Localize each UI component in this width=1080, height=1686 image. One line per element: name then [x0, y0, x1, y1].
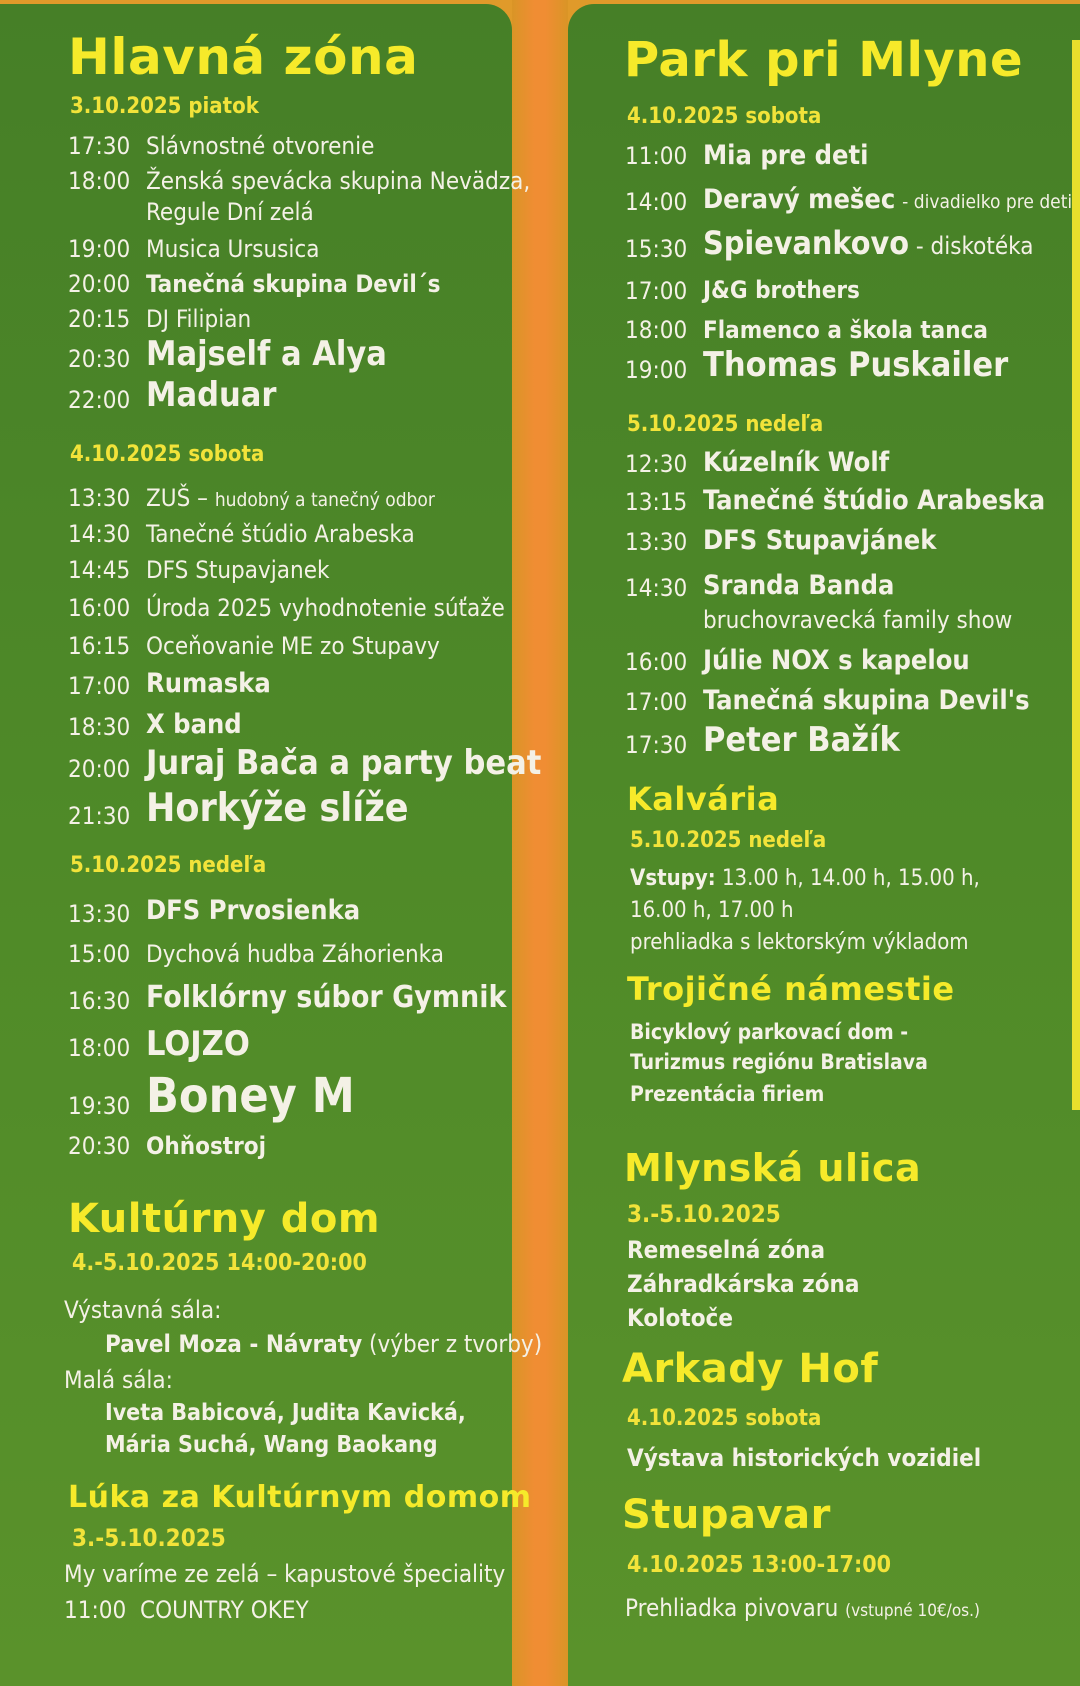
event-time: 13:30 — [68, 484, 131, 512]
event-title: Sranda Banda — [703, 570, 895, 601]
event-time: 15:30 — [625, 235, 688, 263]
event-title: Tanečné štúdio Arabeska — [703, 485, 1046, 516]
event-time: 14:30 — [68, 520, 131, 548]
event-title: Maduar — [146, 375, 277, 415]
trojicne-title: Trojičné námestie — [627, 970, 955, 1008]
event-time: 18:00 — [625, 316, 688, 344]
event-title: Oceňovanie ME zo Stupavy — [146, 632, 440, 660]
park-title: Park pri Mlyne — [624, 32, 1024, 88]
kalvaria-title: Kalvária — [627, 780, 780, 818]
hall-label: Malá sála: — [64, 1366, 173, 1394]
event-title: Ohňostroj — [146, 1132, 266, 1160]
event-title: Tanečné štúdio Arabeska — [146, 520, 415, 548]
event-time: 16:00 — [68, 594, 131, 622]
event-title: DFS Prvosienka — [146, 895, 361, 926]
event-time: 18:00 — [68, 1034, 131, 1062]
trojicne-line: Prezentácia firiem — [630, 1082, 825, 1106]
event-title: Tanečná skupina Devil´s — [146, 270, 441, 298]
stupavar-text: Prehliadka pivovaru — [625, 1594, 839, 1622]
event-time: 20:00 — [68, 755, 131, 783]
event-title: DFS Stupavjánek — [703, 525, 937, 556]
event-title: X band — [146, 709, 242, 740]
kalvaria-note: prehliadka s lektorským výkladom — [630, 930, 969, 955]
event-time: 22:00 — [68, 386, 131, 414]
event-title: DJ Filipian — [146, 305, 252, 333]
exhibition-artist: Pavel Moza - Návraty — [105, 1330, 363, 1358]
event-time: 16:15 — [68, 632, 131, 660]
hall-label: Výstavná sála: — [64, 1296, 222, 1324]
event-title-main: Spievankovo — [703, 224, 910, 262]
event-title: Juraj Bača a party beat — [146, 743, 542, 783]
event-title-main: Deravý mešec — [703, 184, 896, 215]
trojicne-line: Turizmus regiónu Bratislava — [630, 1050, 928, 1074]
event-time: 16:00 — [625, 648, 688, 676]
arkady-line: Výstava historických vozidiel — [627, 1444, 982, 1472]
event-title: Horkýže slíže — [146, 786, 409, 831]
event-time: 12:30 — [625, 450, 688, 478]
event-title: DFS Stupavjanek — [146, 556, 330, 584]
event-title — [703, 224, 1033, 262]
day-date: 5.10.2025 nedeľa — [627, 412, 824, 437]
stupavar-line — [625, 1594, 980, 1622]
event-note: - divadielko pre deti — [902, 191, 1073, 213]
mlynska-line: Remeselná zóna — [627, 1236, 826, 1264]
trojicne-line: Bicyklový parkovací dom - — [630, 1020, 909, 1044]
stupavar-date: 4.10.2025 13:00-17:00 — [627, 1552, 892, 1578]
exhibitors-line: Iveta Babicová, Judita Kavická, — [105, 1400, 466, 1426]
day-date: 5.10.2025 nedeľa — [70, 853, 267, 878]
main-zone-title: Hlavná zóna — [68, 28, 419, 86]
kalvaria-times-line2: 16.00 h, 17.00 h — [630, 898, 794, 923]
event-time: 14:00 — [625, 188, 688, 216]
event-title-main: ZUŠ – — [146, 484, 208, 512]
mlynska-line: Kolotoče — [627, 1304, 733, 1332]
event-time: 15:00 — [68, 940, 131, 968]
event-time: 13:30 — [68, 900, 131, 928]
event-title: Peter Bažík — [703, 720, 900, 760]
event-title-line2: Regule Dní zelá — [146, 198, 314, 226]
event-time: 16:30 — [68, 987, 131, 1015]
event-time: 13:30 — [625, 528, 688, 556]
event-note: hudobný a tanečný odbor — [214, 489, 435, 511]
event-time: 21:30 — [68, 802, 131, 830]
event-title — [146, 484, 435, 512]
event-title: Majself a Alya — [146, 334, 387, 374]
event-title: Úroda 2025 vyhodnotenie súťaže — [146, 594, 505, 622]
event-title: Slávnostné otvorenie — [146, 132, 375, 160]
mlynska-title: Mlynská ulica — [624, 1146, 922, 1190]
entries-times: 13.00 h, 14.00 h, 15.00 h, — [721, 866, 980, 891]
event-time: 19:00 — [625, 356, 688, 384]
day-date: 4.10.2025 sobota — [70, 442, 265, 467]
event-title: Ženská spevácka skupina Nevädza, — [146, 167, 531, 195]
exhibitors-line: Mária Suchá, Wang Baokang — [105, 1432, 438, 1458]
event-time: 20:30 — [68, 345, 131, 373]
event-title: Folklórny súbor Gymnik — [146, 980, 507, 1015]
event-title: Dychová hudba Záhorienka — [146, 940, 444, 968]
arkady-date: 4.10.2025 sobota — [627, 1406, 822, 1431]
event-time: 20:30 — [68, 1132, 131, 1160]
arkady-title: Arkady Hof — [622, 1346, 879, 1392]
event-time: 17:00 — [68, 672, 131, 700]
event-title: LOJZO — [146, 1024, 250, 1064]
event-time: 18:00 — [68, 167, 131, 195]
event-time: 20:15 — [68, 305, 131, 333]
day-date: 4.10.2025 sobota — [627, 104, 822, 129]
event-title: J&G brothers — [703, 276, 860, 304]
event-title — [703, 184, 1072, 215]
yellow-edge-accent — [1072, 40, 1080, 1110]
event-time: 14:45 — [68, 556, 131, 584]
event-title: Flamenco a škola tanca — [703, 316, 988, 344]
event-time: 20:00 — [68, 270, 131, 298]
mlynska-date: 3.-5.10.2025 — [627, 1200, 781, 1228]
event-title: Mia pre deti — [703, 140, 869, 171]
orange-divider — [512, 0, 568, 1686]
event-time: 17:00 — [625, 688, 688, 716]
entries-label: Vstupy: — [630, 866, 716, 891]
event-time: 13:15 — [625, 488, 688, 516]
day-date: 3.10.2025 piatok — [70, 94, 259, 119]
exhibition — [105, 1330, 542, 1358]
luka-date: 3.-5.10.2025 — [72, 1524, 226, 1552]
event-title: Boney M — [146, 1068, 355, 1124]
luka-line: My varíme ze zelá – kapustové špeciality — [64, 1560, 506, 1588]
event-title: Thomas Puskailer — [703, 345, 1009, 385]
stupavar-note: (vstupné 10€/os.) — [845, 1601, 980, 1621]
event-subtitle: bruchovravecká family show — [703, 606, 1013, 634]
exhibition-note: (výber z tvorby) — [369, 1330, 543, 1358]
kd-date: 4.-5.10.2025 14:00-20:00 — [72, 1250, 367, 1276]
event-time: 19:30 — [68, 1092, 131, 1120]
event-time: 14:30 — [625, 574, 688, 602]
event-title: COUNTRY OKEY — [140, 1596, 309, 1624]
mlynska-line: Záhradkárska zóna — [627, 1270, 860, 1298]
event-note: - diskotéka — [915, 232, 1034, 260]
event-time: 19:00 — [68, 235, 131, 263]
event-time: 17:00 — [625, 277, 688, 305]
kalvaria-entries — [630, 866, 980, 891]
luka-title: Lúka za Kultúrnym domom — [68, 1480, 532, 1515]
event-title: Tanečná skupina Devil's — [703, 685, 1030, 716]
event-time: 11:00 — [64, 1596, 127, 1624]
event-time: 17:30 — [625, 731, 688, 759]
event-title: Musica Ursusica — [146, 235, 320, 263]
event-time: 11:00 — [625, 142, 688, 170]
event-title: Júlie NOX s kapelou — [703, 645, 970, 676]
kd-title: Kultúrny dom — [68, 1196, 381, 1242]
event-title: Kúzelník Wolf — [703, 447, 890, 478]
kalvaria-date: 5.10.2025 nedeľa — [630, 828, 827, 853]
event-title: Rumaska — [146, 668, 271, 699]
event-time: 17:30 — [68, 132, 131, 160]
stupavar-title: Stupavar — [622, 1492, 831, 1538]
event-time: 18:30 — [68, 713, 131, 741]
